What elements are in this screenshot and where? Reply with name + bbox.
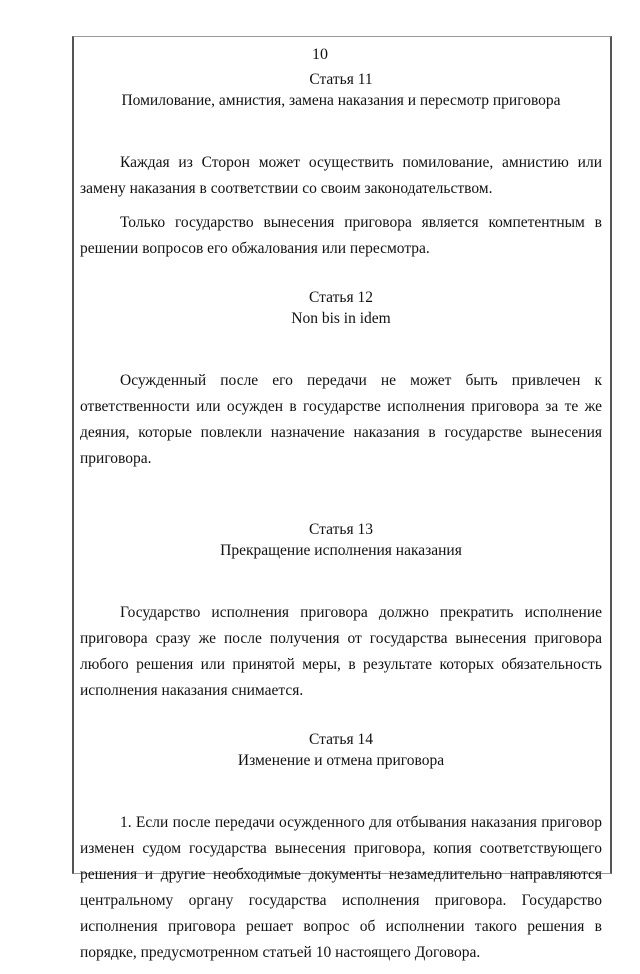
paragraph: Только государство вынесения приговора является компетентным в решении вопросов его обжалования или пересмотра. <box>80 214 602 257</box>
paragraph: 1. Если после передачи осужденного для отбывания наказания приговор изменен судом государства вынесения приговора, копия соответствующего решения и другие необходимые документы незамедлительно направляются центральному органу государства исполнения приговора. Государство исполнения приговора решает вопрос об исполнении такого решения в порядке, предусмотренном статьей 10 настоящего Договора. <box>80 814 602 961</box>
article-title: Non bis in idem <box>291 310 391 327</box>
paragraph: Государство исполнения приговора должно прекратить исполнение приговора сразу же после получения от государства вынесения приговора любого решения или принятой меры, в результате которых обязательность исполнения наказания снимается. <box>80 604 602 699</box>
article-heading: Статья 12 <box>309 289 373 306</box>
article-title: Помилование, амнистия, замена наказания и пересмотр приговора <box>121 92 561 109</box>
article-12 <box>80 288 602 472</box>
page-number: 10 <box>312 46 328 63</box>
article-heading: Статья 13 <box>309 521 373 538</box>
article-title: Изменение и отмена приговора <box>237 752 445 769</box>
document-body <box>80 70 602 974</box>
article-13 <box>80 520 602 704</box>
paragraph: Каждая из Сторон может осуществить помилование, амнистию или замену наказания в соответствии со своим законодательством. <box>80 154 602 197</box>
article-14 <box>80 730 602 966</box>
article-heading: Статья 14 <box>309 731 373 748</box>
article-title: Прекращение исполнения наказания <box>220 542 462 559</box>
article-heading: Статья 11 <box>309 71 373 88</box>
paragraph: Осужденный после его передачи не может быть привлечен к ответственности или осужден в государстве исполнения приговора за те же деяния, которые повлекли назначение наказания в государстве вынесения приговора. <box>80 372 602 467</box>
article-11 <box>80 70 602 262</box>
